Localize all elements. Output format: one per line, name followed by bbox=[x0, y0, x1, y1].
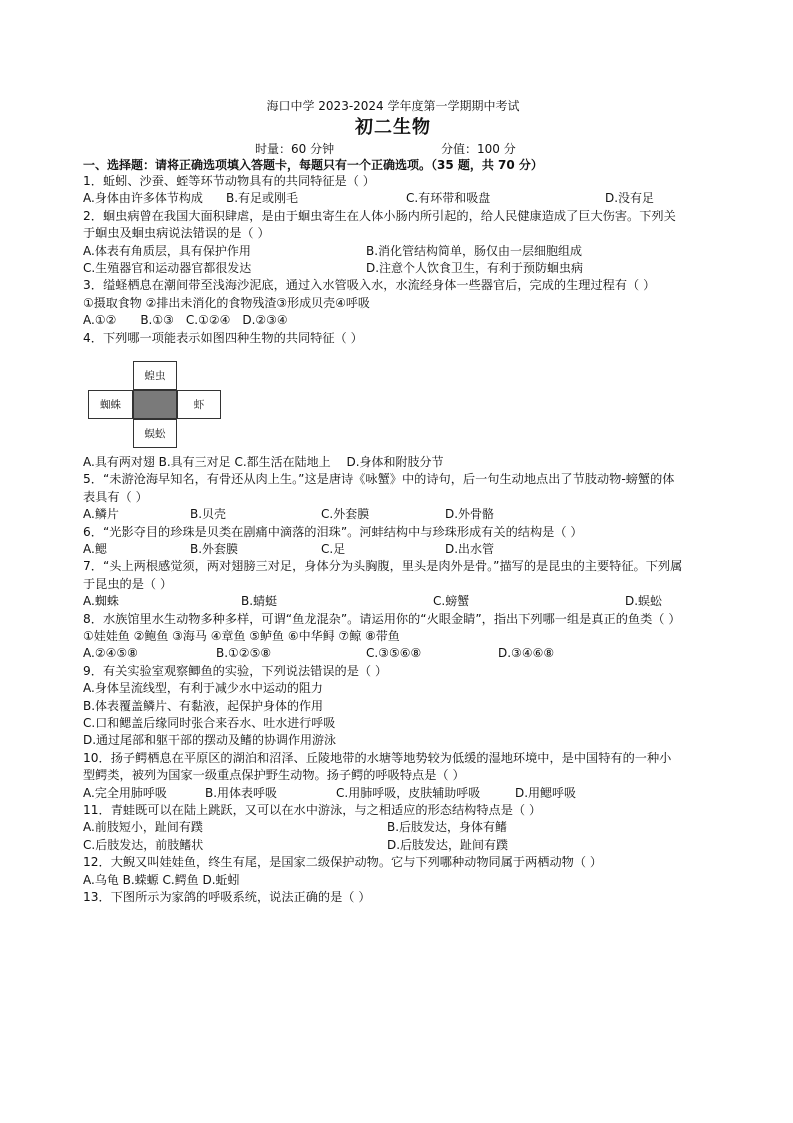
option-a: A.鳃 bbox=[83, 542, 107, 557]
option-c: C.口和鳃盖后缘同时张合来吞水、吐水进行呼吸 bbox=[83, 716, 336, 731]
question-8-stem: 8．水族馆里水生动物多种多样，可谓“鱼龙混杂”。请运用你的“火眼金睛”，指出下列哪一组是真正的鱼类（ ） bbox=[83, 611, 681, 626]
option-b: B.体表覆盖鳞片、有黏液，起保护身体的作用 bbox=[83, 698, 324, 713]
option-b: B.消化管结构简单，肠仅由一层细胞组成 bbox=[366, 243, 583, 258]
option-d: D.外骨骼 bbox=[445, 507, 495, 522]
option-c: C.生殖器官和运动器官都很发达 bbox=[83, 261, 252, 275]
question-11-options-row1 bbox=[83, 819, 683, 836]
option-d: D.出水管 bbox=[445, 542, 495, 557]
question-9-stem: 9．有关实验室观察鲫鱼的实验，下列说法错误的是（ ） bbox=[83, 663, 388, 678]
question-12-options: A.乌龟 B.蝾螈 C.鳄鱼 D.蚯蚓 bbox=[83, 872, 240, 887]
option-d: D.没有足 bbox=[605, 191, 655, 206]
question-6-options bbox=[83, 541, 683, 558]
question-4-stem: 4．下列哪一项能表示如图四种生物的共同特征（ ） bbox=[83, 330, 363, 345]
option-c: C.③⑤⑥⑧ bbox=[366, 646, 422, 661]
question-10-options bbox=[83, 785, 683, 802]
option-d: D.后肢发达，趾间有蹼 bbox=[387, 837, 509, 852]
school-title: 海口中学 2023-2024 学年度第一学期期中考试 bbox=[266, 99, 520, 113]
exam-time: 时量：60 分钟 bbox=[255, 142, 335, 156]
option-a: A.②④⑤⑧ bbox=[83, 646, 138, 661]
option-b: B.用体表呼吸 bbox=[205, 785, 278, 800]
shaded-common-area bbox=[133, 390, 177, 419]
option-d: D.③④⑥⑧ bbox=[498, 646, 555, 661]
option-d: D.注意个人饮食卫生，有利于预防蛔虫病 bbox=[366, 261, 584, 275]
question-4-options: A.具有两对翅 B.具有三对足 C.都生活在陆地上 D.身体和附肢分节 bbox=[83, 455, 444, 470]
question-5-stem: 5．“未游沧海早知名，有骨还从肉上生。”这是唐诗《咏蟹》中的诗句，后一句生动地点出了节肢动物-螃蟹的体表具有（ ） bbox=[83, 472, 675, 504]
option-a: A.蜘蛛 bbox=[83, 594, 119, 609]
option-b: B.贝壳 bbox=[190, 507, 227, 522]
question-3-items: ①摄取食物 ②排出未消化的食物残渣③形成贝壳④呼吸 bbox=[83, 295, 370, 310]
question-8-items: ①娃娃鱼 ②鲍鱼 ③海马 ④章鱼 ⑤鲈鱼 ⑥中华鲟 ⑦鲸 ⑧带鱼 bbox=[83, 629, 400, 644]
exam-meta bbox=[83, 141, 683, 157]
option-a: A.身体呈流线型，有利于减少水中运动的阻力 bbox=[83, 681, 323, 696]
question-2-stem: 2．蛔虫病曾在我国大面积肆虐，是由于蛔虫寄生在人体小肠内所引起的，给人民健康造成了巨大伤害。下列关于蛔虫及蛔虫病说法错误的是（ ） bbox=[83, 208, 676, 241]
exam-page bbox=[83, 98, 683, 906]
question-11-stem: 11．青蛙既可以在陆上跳跃，又可以在水中游泳，与之相适应的形态结构特点是（ ） bbox=[83, 803, 542, 818]
exam-score: 分值：100 分 bbox=[441, 142, 516, 156]
animals-diagram bbox=[83, 347, 683, 447]
question-5-options bbox=[83, 506, 683, 523]
question-7-stem: 7．“头上两根感觉须，两对翅膀三对足，身体分为头胸腹，里头是肉外是骨。”描写的是昆虫的主要特征。下列属于昆虫的是（ ） bbox=[83, 559, 683, 591]
option-a: A.完全用肺呼吸 bbox=[83, 785, 167, 800]
option-b: B.后肢发达，身体有鳍 bbox=[387, 820, 508, 835]
option-c: C.螃蟹 bbox=[433, 594, 470, 609]
question-3-stem: 3．缢蛏栖息在潮间带至浅海沙泥底，通过入水管吸入水，水流经身体一些器官后，完成的生理过程有（ ） bbox=[83, 278, 656, 293]
option-a: A.鳞片 bbox=[83, 507, 119, 522]
option-c: C.用肺呼吸，皮肤辅助呼吸 bbox=[336, 785, 481, 800]
option-a: A.身体由许多体节构成 bbox=[83, 191, 203, 206]
option-b: B.外套膜 bbox=[190, 542, 239, 557]
option-b: B.有足或刚毛 bbox=[226, 191, 299, 206]
option-d: D.蜈蚣 bbox=[625, 594, 663, 609]
box-shrimp: 虾 bbox=[177, 390, 221, 419]
question-3-options: A.①② B.①③ C.①②④ D.②③④ bbox=[83, 313, 288, 328]
option-c: C.有环带和吸盘 bbox=[406, 191, 491, 206]
box-centipede: 蜈蚣 bbox=[133, 419, 177, 448]
question-1-stem: 1．蚯蚓、沙蚕、蛭等环节动物具有的共同特征是（ ） bbox=[83, 174, 375, 188]
option-b: B.①②⑤⑧ bbox=[216, 646, 272, 661]
question-13-stem: 13．下图所示为家鸽的呼吸系统，说法正确的是（ ） bbox=[83, 890, 371, 905]
option-c: C.足 bbox=[321, 542, 346, 557]
option-c: C.外套膜 bbox=[321, 507, 370, 522]
question-2-options-row1 bbox=[83, 243, 683, 260]
question-8-options bbox=[83, 645, 683, 662]
question-2-options-row2 bbox=[83, 260, 683, 277]
option-d: D.通过尾部和躯干部的摆动及鳍的协调作用游泳 bbox=[83, 733, 337, 748]
option-d: D.用鳃呼吸 bbox=[515, 785, 577, 800]
subject-title: 初二生物 bbox=[355, 117, 431, 138]
question-10-stem: 10．扬子鳄栖息在平原区的湖泊和沼泽、丘陵地带的水塘等地势较为低缓的湿地环境中，是中国特有的一种小型鳄类，被列为国家一级重点保护野生动物。扬子鳄的呼吸特点是（ ） bbox=[83, 750, 672, 783]
box-locust: 蝗虫 bbox=[133, 361, 177, 390]
question-7-options bbox=[83, 593, 683, 610]
question-12-stem: 12．大鲵又叫娃娃鱼，终生有尾，是国家二级保护动物。它与下列哪种动物同属于两栖动物（ ） bbox=[83, 855, 603, 870]
box-spider: 蜘蛛 bbox=[88, 390, 133, 419]
option-a: A.前肢短小，趾间有蹼 bbox=[83, 820, 203, 835]
question-1-options bbox=[83, 190, 683, 207]
question-11-options-row2 bbox=[83, 837, 683, 854]
option-a: A.体表有角质层，具有保护作用 bbox=[83, 243, 251, 258]
option-b: B.蜻蜓 bbox=[241, 594, 278, 609]
option-c: C.后肢发达，前肢鳍状 bbox=[83, 837, 204, 852]
question-6-stem: 6．“光影夺目的珍珠是贝类在剧痛中滴落的泪珠”。河蚌结构中与珍珠形成有关的结构是（ ） bbox=[83, 524, 583, 539]
section-heading: 一、选择题：请将正确选项填入答题卡，每题只有一个正确选项。（35 题，共 70 分） bbox=[83, 158, 543, 172]
